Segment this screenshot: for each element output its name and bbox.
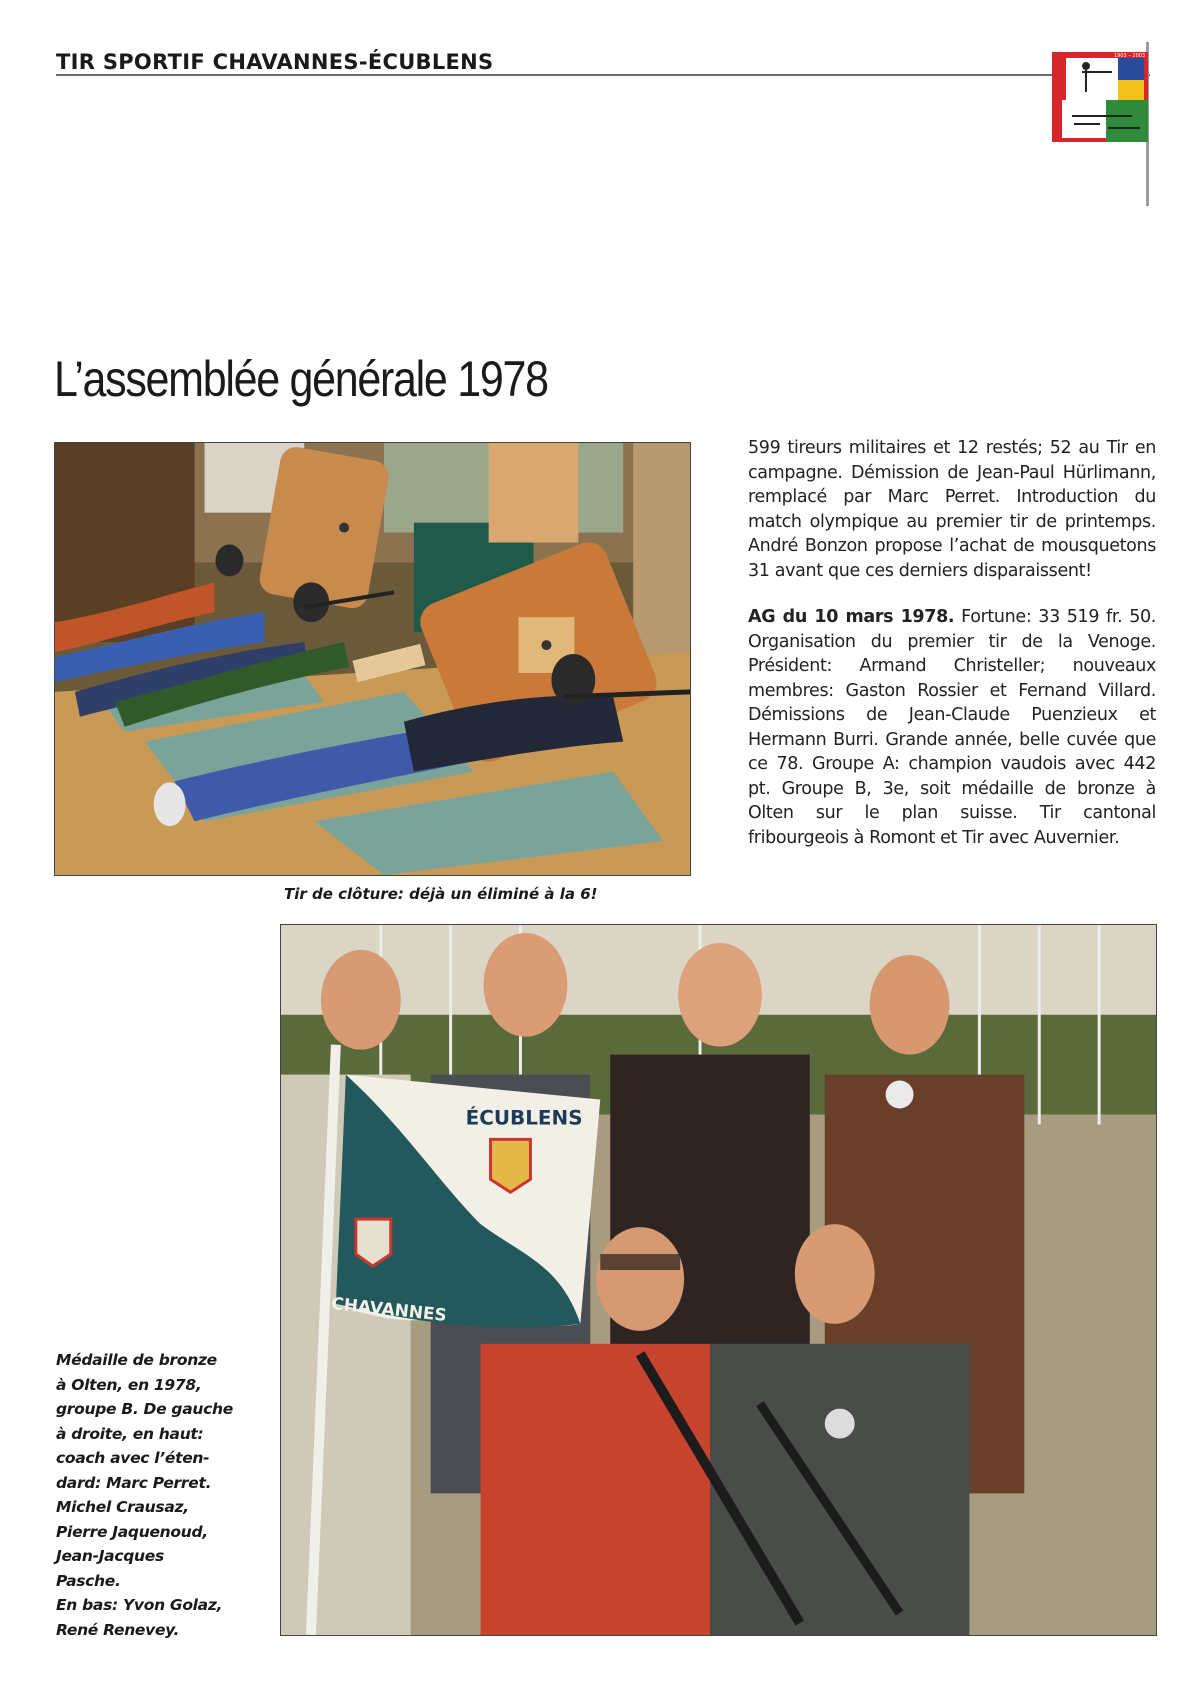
caption-line: à droite, en haut: <box>56 1424 204 1443</box>
caption-line: à Olten, en 1978, <box>56 1375 202 1394</box>
flag-label-chavannes: CHAVANNES <box>330 1293 448 1325</box>
caption-line: Pierre Jaquenoud, <box>56 1522 208 1541</box>
article-paragraph-2 <box>748 605 1156 850</box>
caption-line: En bas: Yvon Golaz, <box>56 1596 223 1614</box>
caption-line: René Renevey. <box>56 1620 180 1639</box>
caption-line: dard: Marc Perret. <box>56 1473 212 1492</box>
article-paragraph-1: 599 tireurs militaires et 12 restés; 52 au Tir en campagne. Démission de Jean-Paul Hürlimann, remplacé par Marc Perret. Introduction du match olympique au premier tir de printemps. André Bonzon propose l’achat de mousquetons 31 avant que ces derniers disparaissent! <box>748 438 1156 581</box>
page-headline: L’assemblée générale 1978 <box>54 351 548 407</box>
shooting-range-caption: Tir de clôture: déjà un éliminé à la 6! <box>284 885 598 903</box>
article-paragraph-2-text: Fortune: 33 519 fr. 50. Organisation du premier tir de la Venoge. Président: Armand Christeller; nouveaux membres: Gaston Rossier et Fernand Villard. Démissions de Jean-Claude Puenzieux et Hermann Burri. Grande année, belle cuvée que ce 78. Groupe A: champion vaudois avec 442 pt. Groupe B, 3e, soit médaille de bronze à Olten sur le plan suisse. Tir cantonal fribourgeois à Romont et Tir avec Auvernier. <box>748 607 1156 848</box>
club-logo <box>1052 52 1162 142</box>
caption-line: Médaille de bronze <box>56 1351 217 1369</box>
caption-line: Jean-Jacques <box>56 1547 164 1565</box>
flag-label-ecublens: ÉCUBLENS <box>465 1105 583 1130</box>
team-bronze-medal-photo <box>280 924 1157 1636</box>
article-body <box>748 436 1156 872</box>
section-title: TIR SPORTIF CHAVANNES-ÉCUBLENS <box>56 50 494 74</box>
caption-line: Michel Crausaz, <box>56 1498 189 1516</box>
team-photo-caption <box>56 1348 271 1642</box>
caption-line: groupe B. De gauche <box>56 1400 233 1418</box>
shooting-range-photo <box>54 442 691 876</box>
logo-years: 1903 – 2003 <box>1114 53 1146 59</box>
caption-line: coach avec l’éten- <box>56 1449 210 1467</box>
article-paragraph-2-lead: AG du 10 mars 1978. <box>748 607 955 627</box>
caption-line: Pasche. <box>56 1571 121 1590</box>
header-rule <box>56 74 1150 76</box>
